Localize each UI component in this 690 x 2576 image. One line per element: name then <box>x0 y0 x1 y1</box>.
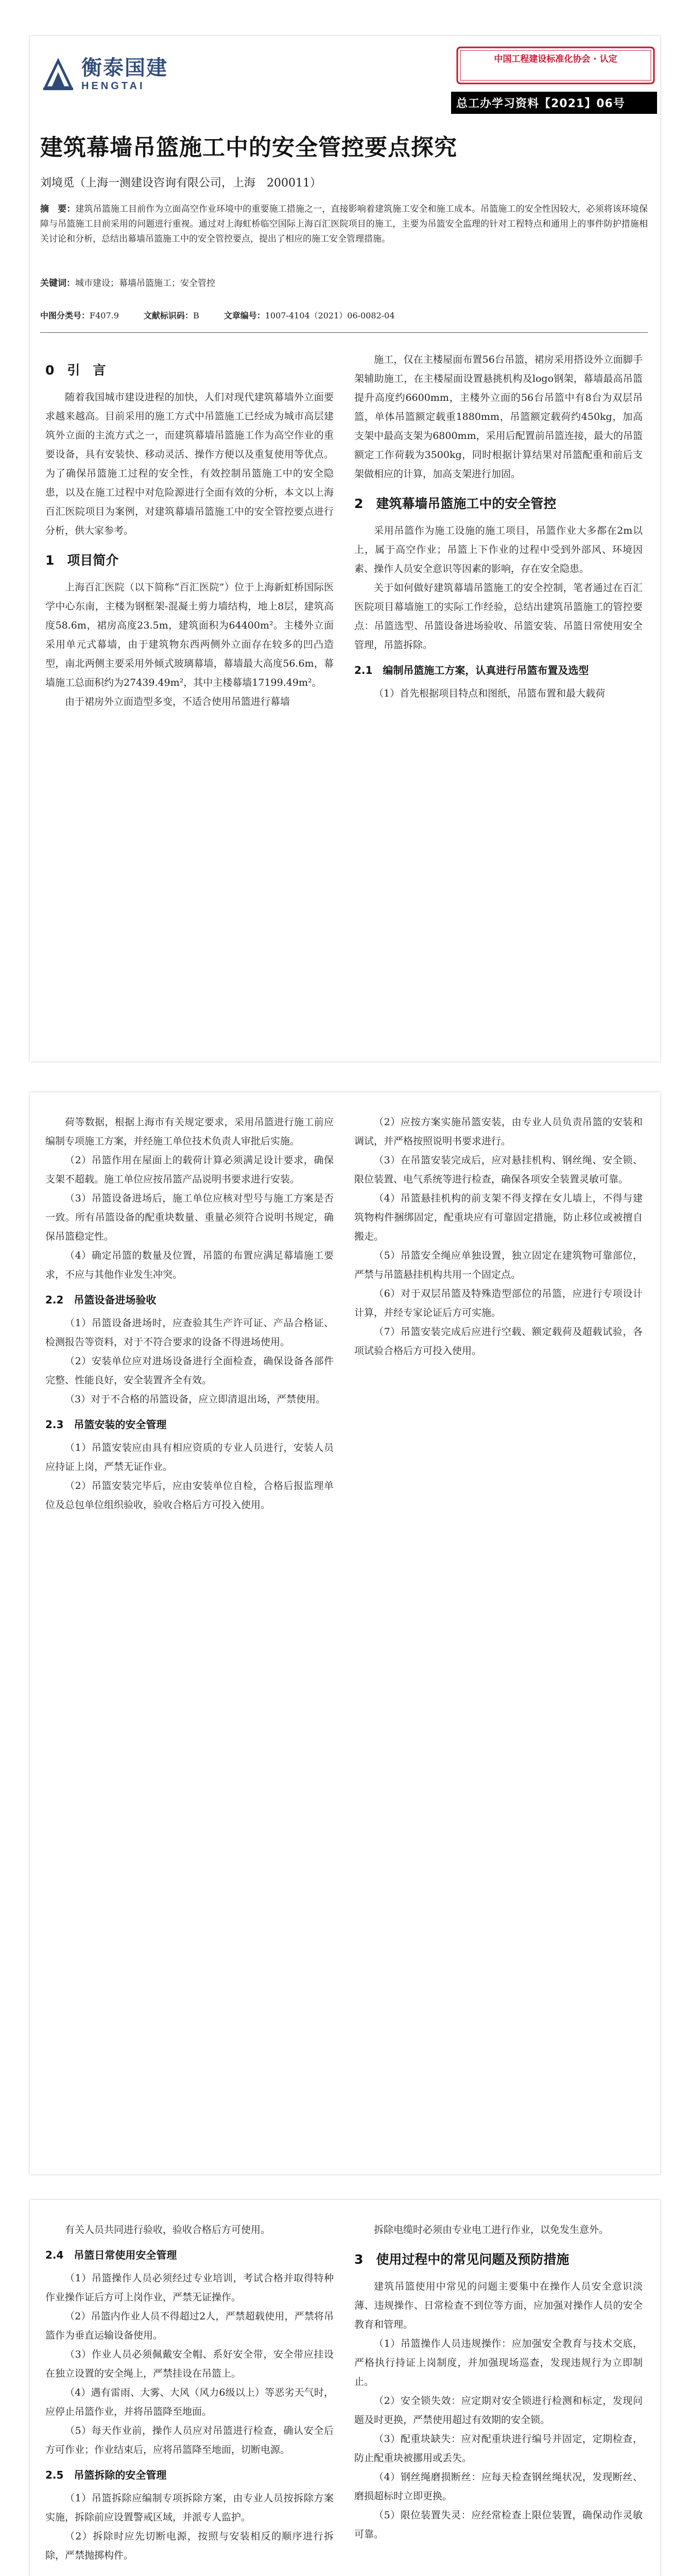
article-title: 建筑幕墙吊篮施工中的安全管控要点探究 <box>40 134 457 161</box>
meta-clc-value: F407.9 <box>90 311 119 320</box>
paragraph: （5）吊篮安全绳应单独设置，独立固定在建筑物可靠部位，严禁与吊篮悬挂机构共用一个固定点。 <box>354 1250 643 1280</box>
keywords-text: 城市建设；幕墙吊篮施工；安全管控 <box>75 278 215 289</box>
logo-english-text: HENGTAI <box>81 80 145 92</box>
page1-left-column <box>45 350 334 711</box>
paragraph: （7）吊篮安装完成后应进行空载、额定载荷及超载试验，各项试验合格后方可投入使用。 <box>354 1326 643 1357</box>
meta-doc-code-label: 文献标识码： <box>143 311 193 320</box>
meta-article-no-label: 文章编号： <box>223 311 265 320</box>
paragraph: （2）拆除时应先切断电源，按照与安装相反的顺序进行拆除，严禁抛掷构件。 <box>45 2531 334 2561</box>
article-keywords <box>40 276 215 289</box>
subsection-heading-2-4: 2.4 吊篮日常使用安全管理 <box>45 2249 177 2261</box>
paragraph: （3）在吊篮安装完成后，应对悬挂机构、钢丝绳、安全锁、限位装置、电气系统等进行检查，确保各项安全装置灵敏可靠。 <box>354 1155 643 1185</box>
paragraph: （3）对于不合格的吊篮设备，应立即清退出场，严禁使用。 <box>65 1394 326 1405</box>
hengtai-logo-icon <box>40 57 76 93</box>
paragraph: 随着我国城市建设进程的加快，人们对现代建筑幕墙外立面要求越来越高。目前采用的施工方式中吊篮施工已经成为城市高层建筑外立面的主流方式之一，而建筑幕墙吊篮施工作为高空作业的重要设备，具有安装快、移动灵活、操作方便以及重复使用等优点。为了确保吊篮施工过程的安全性，有效控制吊篮施工中的安全隐患，以及在施工过程中对危险源进行全面有效的分析，本文以上海百汇医院项目为案例，对建筑幕墙吊篮施工中的安全管控要点进行分析，供大家参考。 <box>45 392 334 536</box>
page3-left-column <box>45 2221 334 2565</box>
section-heading-3: 3 使用过程中的常见问题及预防措施 <box>354 2252 570 2267</box>
paragraph: （4）确定吊篮的数量及位置，吊篮的布置应满足幕墙施工要求，不应与其他作业发生冲突。 <box>45 1250 334 1280</box>
meta-article-no-value: 1007-4104（2021）06-0082-04 <box>265 311 395 320</box>
paragraph: （3）作业人员必须佩戴安全帽、系好安全带，安全带应挂设在独立设置的安全绳上，严禁挂设在吊篮上。 <box>45 2349 334 2379</box>
company-logo <box>40 57 168 93</box>
paragraph: （5）限位装置失灵：应经常检查上限位装置，确保动作灵敏可靠。 <box>354 2510 643 2540</box>
paragraph: （2）安全锁失效：应定期对安全锁进行检测和标定，发现问题及时更换，严禁使用超过有效期的安全锁。 <box>354 2395 643 2426</box>
meta-doc-code <box>144 309 199 321</box>
paragraph: 荷等数据，根据上海市有关规定要求，采用吊篮进行施工前应编制专项施工方案，并经施工单位技术负责人审批后实施。 <box>45 1116 334 1147</box>
paragraph: 关于如何做好建筑幕墙吊篮施工的安全控制，笔者通过在百汇医院项目幕墙施工的实际工作经验，总结出建筑吊篮施工的管控要点：吊篮选型、吊篮设备进场验收、吊篮安装、吊篮日常使用安全管理，吊篮拆除。 <box>354 582 643 651</box>
paragraph: （3）配重块缺失：应对配重块进行编号并固定，定期检查，防止配重块被挪用或丢失。 <box>354 2433 643 2464</box>
paragraph: （2）吊篮作用在屋面上的载荷计算必须满足设计要求，确保支架不超载。施工单位应按吊篮产品说明书要求进行安装。 <box>45 1155 334 1185</box>
page3-right-column <box>354 2221 643 2544</box>
subsection-heading-2-2: 2.2 吊篮设备进场验收 <box>45 1294 157 1306</box>
paragraph: （1）吊篮设备进场时，应查验其生产许可证、产品合格证、检测报告等资料，对于不符合要求的设备不得进场使用。 <box>45 1317 334 1348</box>
paragraph: （1）吊篮安装应由具有相应资质的专业人员进行，安装人员应持证上岗，严禁无证作业。 <box>45 1442 334 1472</box>
paragraph: （4）吊篮悬挂机构的前支架不得支撑在女儿墙上，不得与建筑物构件捆绑固定，配重块应有可靠固定措施，防止移位或被擅自搬走。 <box>354 1193 643 1242</box>
paragraph: （2）应按方案实施吊篮安装，由专业人员负责吊篮的安装和调试，并严格按照说明书要求进行。 <box>354 1116 643 1147</box>
article-page-1 <box>30 36 660 1061</box>
article-abstract <box>40 202 648 247</box>
paragraph: 施工，仅在主楼屋面布置56台吊篮，裙房采用搭设外立面脚手架辅助施工，在主楼屋面设置悬挑机构及logo钢架，幕墙最高吊篮提升高度约6600mm，主楼外立面的56台吊篮中有8台为双层吊篮，单体吊篮额定载重1880mm，吊篮额定载荷约450kg，加高支架中最高支架为6800mm，采用后配置前吊篮连接，最大的吊篮额定工作荷载为3500kg，同时根据计算结果对吊篮配重和前后支架做相应的计算，加高支架进行加固。 <box>354 354 643 480</box>
abstract-text: 建筑吊篮施工目前作为立面高空作业环境中的重要施工措施之一，直接影响着建筑施工安全和施工成本。吊篮施工的安全性因较大，必须将该环境保障与吊篮施工目前采用的问题进行重视。通过对上海虹桥临空国际上海百汇医院项目的施工，主要为吊篮安全监理的针对工程特点和通用上的事件防护措施相关讨论和分析，总结出幕墙吊篮施工中的安全管控要点，提出了相应的施工安全管理措施。 <box>40 204 648 244</box>
keywords-label: 关键词： <box>40 278 75 289</box>
paragraph: （6）对于双层吊篮及特殊造型部位的吊篮，应进行专项设计计算，并经专家论证后方可实施。 <box>354 1288 643 1318</box>
logo-chinese-text: 衡泰国建 <box>81 56 168 80</box>
article-metadata <box>40 309 395 321</box>
page2-left-column <box>45 1113 334 1515</box>
paragraph: 采用吊篮作为施工设施的施工项目，吊篮作业大多都在2m以上，属于高空作业；吊篮上下作业的过程中受到外部风、环境因素、操作人员安全意识等因素的影响，存在安全隐患。 <box>354 525 643 574</box>
paragraph: （1）吊篮拆除应编制专项拆除方案，由专业人员按拆除方案实施，拆除前应设置警戒区域，并派专人监护。 <box>45 2493 334 2523</box>
paragraph: （4）遇有雷雨、大雾、大风（风力6级以上）等恶劣天气时，应停止吊篮作业，并将吊篮降至地面。 <box>45 2387 334 2417</box>
subsection-heading-2-1: 2.1 编制吊篮施工方案，认真进行吊篮布置及选型 <box>354 664 589 676</box>
meta-clc-label: 中图分类号： <box>40 311 90 320</box>
section-heading-intro: 0 引 言 <box>45 363 106 378</box>
page2-right-column <box>354 1113 643 1361</box>
paragraph: （3）吊篮设备进场后，施工单位应核对型号与施工方案是否一致。所有吊篮设备的配重块数量、重量必须符合说明书规定，确保吊篮稳定性。 <box>45 1193 334 1242</box>
paragraph: （2）吊篮安装完毕后，应由安装单位自检，合格后报监理单位及总包单位组织验收，验收合格后方可投入使用。 <box>45 1480 334 1511</box>
subsection-heading-2-3: 2.3 吊篮安装的安全管理 <box>45 1418 167 1431</box>
paragraph: 由于裙房外立面造型多变，不适合使用吊篮进行幕墙 <box>65 696 290 707</box>
meta-clc <box>40 309 119 321</box>
section-heading-2: 2 建筑幕墙吊篮施工中的安全管控 <box>354 496 557 511</box>
paragraph: 建筑吊篮使用中常见的问题主要集中在操作人员安全意识淡薄、违规操作、日常检查不到位等方面，应加强对操作人员的安全教育和管理。 <box>354 2281 643 2330</box>
paragraph: （1）吊篮操作人员违规操作：应加强安全教育与技术交底，严格执行持证上岗制度，并加强现场巡查，发现违规行为立即制止。 <box>354 2338 643 2387</box>
paragraph: （4）钢丝绳磨损断丝：应每天检查钢丝绳状况，发现断丝、磨损超标时立即更换。 <box>354 2471 643 2502</box>
paragraph: （2）吊篮内作业人员不得超过2人，严禁超载使用，严禁将吊篮作为垂直运输设备使用。 <box>45 2311 334 2341</box>
paragraph: 上海百汇医院（以下简称“百汇医院”）位于上海新虹桥国际医学中心东南，主楼为钢框架-混凝土剪力墙结构，地上8层，建筑高度58.6m，裙房高度23.5m，建筑面积为64400m²。主楼外立面采用单元式幕墙，由于建筑物东西两侧外立面存在较多的凹凸造型，南北两侧主要采用外倾式玻璃幕墙，幕墙最大高度56.6m，幕墙施工总面积约为27439.49m²，其中主楼幕墙17199.49m²。 <box>45 582 334 688</box>
article-page-2 <box>30 1092 660 2174</box>
subsection-heading-2-5: 2.5 吊篮拆除的安全管理 <box>45 2469 167 2481</box>
stamp-text: 中国工程建设标准化协会 · 认定 <box>494 54 617 64</box>
paragraph: （1）吊篮操作人员必须经过专业培训，考试合格并取得特种作业操作证后方可上岗作业，严禁无证操作。 <box>45 2273 334 2303</box>
paragraph: （2）安装单位应对进场设备进行全面检查，确保设备各部件完整、性能良好，安全装置齐全有效。 <box>45 1355 334 1386</box>
page1-right-column <box>354 350 643 703</box>
section-heading-1: 1 项目简介 <box>45 553 119 568</box>
header-divider <box>40 332 648 333</box>
document-number-band: 总工办学习资料【2021】06号 <box>451 92 657 114</box>
paragraph: （5）每天作业前，操作人员应对吊篮进行检查，确认安全后方可作业；作业结束后，应将吊篮降至地面，切断电源。 <box>45 2425 334 2455</box>
paragraph: 有关人员共同进行验收，验收合格后方可使用。 <box>65 2224 271 2235</box>
paragraph: （1）首先根据项目特点和图纸，吊篮布置和最大载荷 <box>374 688 606 699</box>
article-page-3 <box>30 2200 660 2576</box>
paragraph: 拆除电缆时必须由专业电工进行作业，以免发生意外。 <box>374 2224 609 2235</box>
meta-doc-code-value: B <box>193 311 199 320</box>
article-authors: 刘境觅（上海一测建设咨询有限公司，上海 200011） <box>40 177 321 190</box>
abstract-label: 摘 要： <box>40 204 76 214</box>
meta-article-no <box>224 309 395 321</box>
